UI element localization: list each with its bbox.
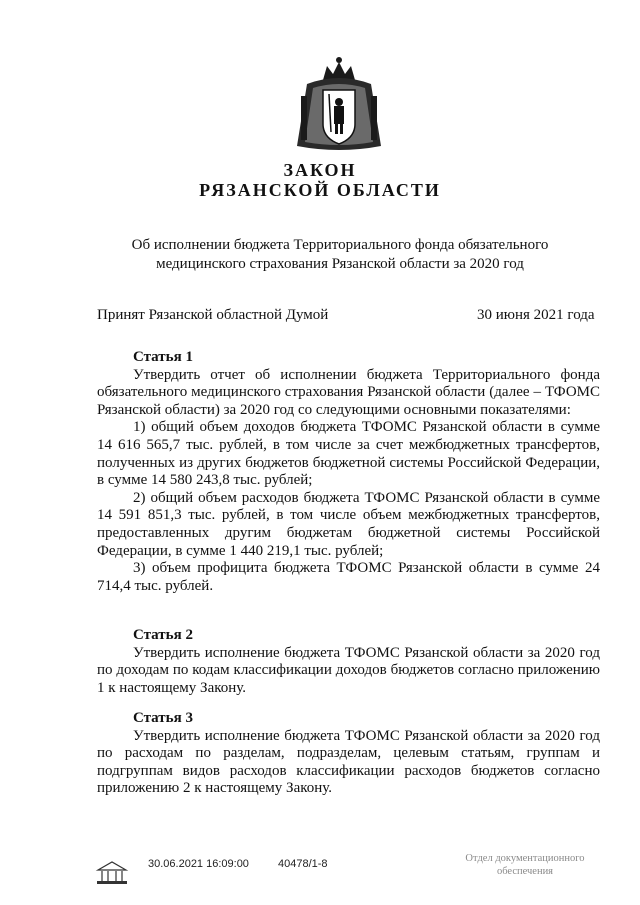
article-paragraph: 2) общий объем расходов бюджета ТФОМС Рязанской области в сумме 14 591 851,3 тыс. рублей, в том числе объем межбюджетных трансфертов, предоставленных другим бюджетам бюджетной системы Российской Федерации, в сумме 1 440 219,1 тыс. рублей; <box>97 489 600 559</box>
article-heading: Статья 3 <box>133 710 193 726</box>
adoption-date: 30 июня 2021 года <box>477 307 595 323</box>
adopted-by: Принят Рязанской областной Думой <box>97 307 329 323</box>
building-logo-icon <box>94 860 130 886</box>
article-3 <box>97 710 600 798</box>
article-heading: Статья 1 <box>133 349 193 365</box>
footer-doc-number: 40478/1-8 <box>278 858 328 870</box>
coat-of-arms-emblem <box>293 54 385 156</box>
article-heading: Статья 2 <box>133 627 193 643</box>
department-stamp <box>440 852 610 878</box>
article-paragraph: Утвердить отчет об исполнении бюджета Территориального фонда обязательного медицинского страхования Рязанской области (далее – ТФОМС Рязанской области) за 2020 год со следующими основными показателями: <box>97 366 600 418</box>
region-title: РЯЗАНСКОЙ ОБЛАСТИ <box>199 180 441 200</box>
law-subject: Об исполнении бюджета Территориального фонда обязательного медицинского страхования Рязанской области за 2020 год <box>131 237 549 272</box>
stamp-line: обеспечения <box>496 866 554 877</box>
article-paragraph: Утвердить исполнение бюджета ТФОМС Рязанской области за 2020 год по доходам по кодам классификации доходов бюджетов согласно приложению 1 к настоящему Закону. <box>97 644 600 696</box>
article-paragraph: 1) общий объем доходов бюджета ТФОМС Рязанской области в сумме 14 616 565,7 тыс. рублей, в том числе за счет межбюджетных трансфертов, полученных из других бюджетов бюджетной системы Российской Федерации, в сумме 14 580 243,8 тыс. рублей; <box>97 419 600 489</box>
article-paragraph: Утвердить исполнение бюджета ТФОМС Рязанской области за 2020 год по расходам по разделам, подразделам, целевым статьям, группам и подгруппам видов расходов классификации расходов бюджетов согласно приложению 2 к настоящему Закону. <box>97 727 600 797</box>
stamp-line: Отдел документационного <box>465 853 585 864</box>
law-title: ЗАКОН <box>283 160 357 180</box>
article-2 <box>97 627 600 697</box>
article-1 <box>97 349 600 595</box>
article-paragraph: 3) объем профицита бюджета ТФОМС Рязанской области в сумме 24 714,4 тыс. рублей. <box>97 560 600 594</box>
footer-timestamp: 30.06.2021 16:09:00 <box>148 858 249 870</box>
